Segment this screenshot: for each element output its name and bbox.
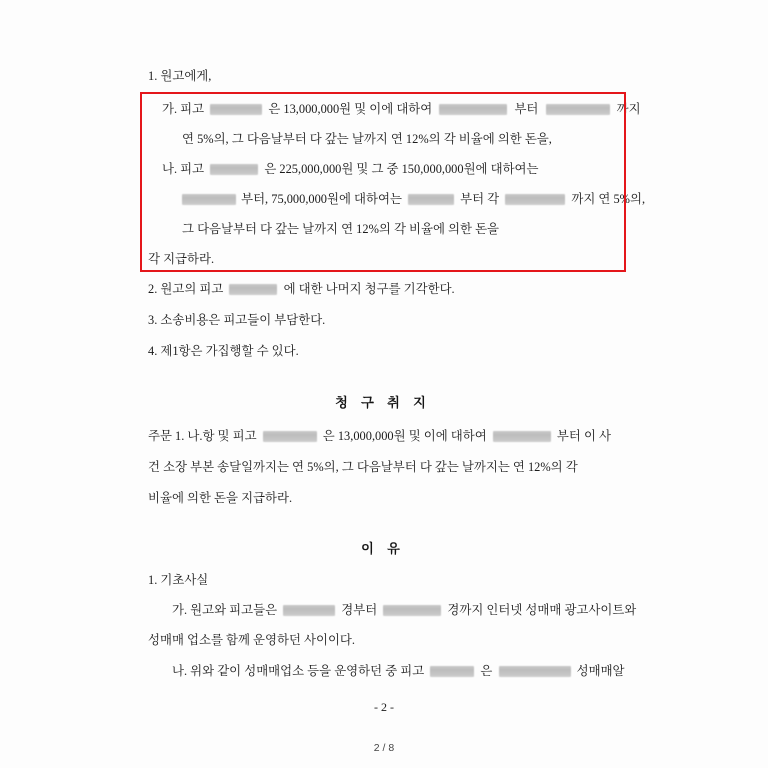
claim-line-3: 비율에 의한 돈을 지급하라. (148, 491, 293, 505)
reason-na-text-1: 나. 위와 같이 성매매업소 등을 운영하던 중 피고 (172, 664, 425, 678)
order-item-2 (148, 283, 455, 296)
claim-text-1: 주문 1. 나.항 및 피고 (148, 429, 257, 443)
redaction-block (439, 104, 507, 115)
reason-section-1: 1. 기초사실 (148, 573, 209, 587)
order-item-4: 4. 제1항은 가집행할 수 있다. (148, 344, 299, 358)
reason-item-ga-line2: 성매매 업소를 함께 운영하던 사이이다. (148, 633, 355, 647)
reason-ga-text-3: 경까지 인터넷 성매매 광고사이트와 (447, 603, 637, 617)
order-item-3: 3. 소송비용은 피고들이 부담한다. (148, 313, 326, 327)
redaction-block (408, 194, 454, 205)
redaction-block (283, 605, 335, 616)
redaction-block (430, 666, 474, 677)
order-item-ga-line2: 연 5%의, 그 다음날부터 다 갚는 날까지 연 12%의 각 비율에 의한 돈을, (182, 132, 552, 146)
order-item-na-text-3: 부터, 75,000,000원에 대하여는 (241, 192, 402, 206)
reason-heading: 이 유 (361, 541, 405, 556)
order-item-na-line2 (182, 193, 645, 206)
page-number-label: - 2 - (374, 700, 394, 714)
reason-ga-text-1: 가. 원고와 피고들은 (172, 603, 278, 617)
order-item-na-text-5: 까지 연 5%의, (571, 192, 646, 206)
order-item-ga-text-4: 까지 (616, 102, 641, 116)
redaction-block (182, 194, 236, 205)
redaction-block (546, 104, 610, 115)
order-item-na-text-4: 부터 각 (460, 192, 500, 206)
reason-na-text-3: 성매매알 (576, 664, 625, 678)
order-item-2-text-2: 에 대한 나머지 청구를 기각한다. (283, 282, 455, 296)
redaction-highlight-box (140, 92, 626, 272)
reason-na-text-2: 은 (480, 664, 493, 678)
redaction-block (210, 164, 258, 175)
claim-line-1 (148, 430, 611, 443)
order-item-na-text-1: 나. 피고 (162, 162, 205, 176)
claim-purpose-heading: 청 구 취 지 (335, 395, 431, 410)
redaction-block (263, 431, 317, 442)
order-heading-1: 1. 원고에게, (148, 69, 212, 83)
redaction-block (499, 666, 571, 677)
order-item-ga-text-1: 가. 피고 (162, 102, 205, 116)
reason-item-na-line1 (172, 665, 625, 678)
order-item-2-text-1: 2. 원고의 피고 (148, 282, 224, 296)
reason-ga-text-2: 경부터 (341, 603, 378, 617)
claim-line-2: 건 소장 부본 송달일까지는 연 5%의, 그 다음날부터 다 갚는 날까지는 연 12%의 각 (148, 460, 578, 474)
order-item-na-line4: 각 지급하라. (148, 252, 215, 266)
order-item-na-line1 (162, 163, 538, 176)
claim-text-3: 부터 이 사 (556, 429, 611, 443)
redaction-block (229, 284, 277, 295)
order-item-na-text-2: 은 225,000,000원 및 그 중 150,000,000원에 대하여는 (264, 162, 539, 176)
order-item-ga-text-2: 은 13,000,000원 및 이에 대하여 (268, 102, 433, 116)
redaction-block (210, 104, 262, 115)
order-item-ga-text-3: 부터 (514, 102, 539, 116)
claim-text-2: 은 13,000,000원 및 이에 대하여 (322, 429, 487, 443)
page-content (140, 62, 646, 702)
redaction-block (493, 431, 551, 442)
redaction-block (383, 605, 441, 616)
order-item-na-line3: 그 다음날부터 다 갚는 날까지 연 12%의 각 비율에 의한 돈을 (182, 222, 500, 236)
order-item-ga-line1 (162, 103, 641, 116)
reason-item-ga-line1 (172, 604, 636, 617)
redaction-block (505, 194, 565, 205)
page-count-label: 2 / 8 (373, 742, 395, 754)
